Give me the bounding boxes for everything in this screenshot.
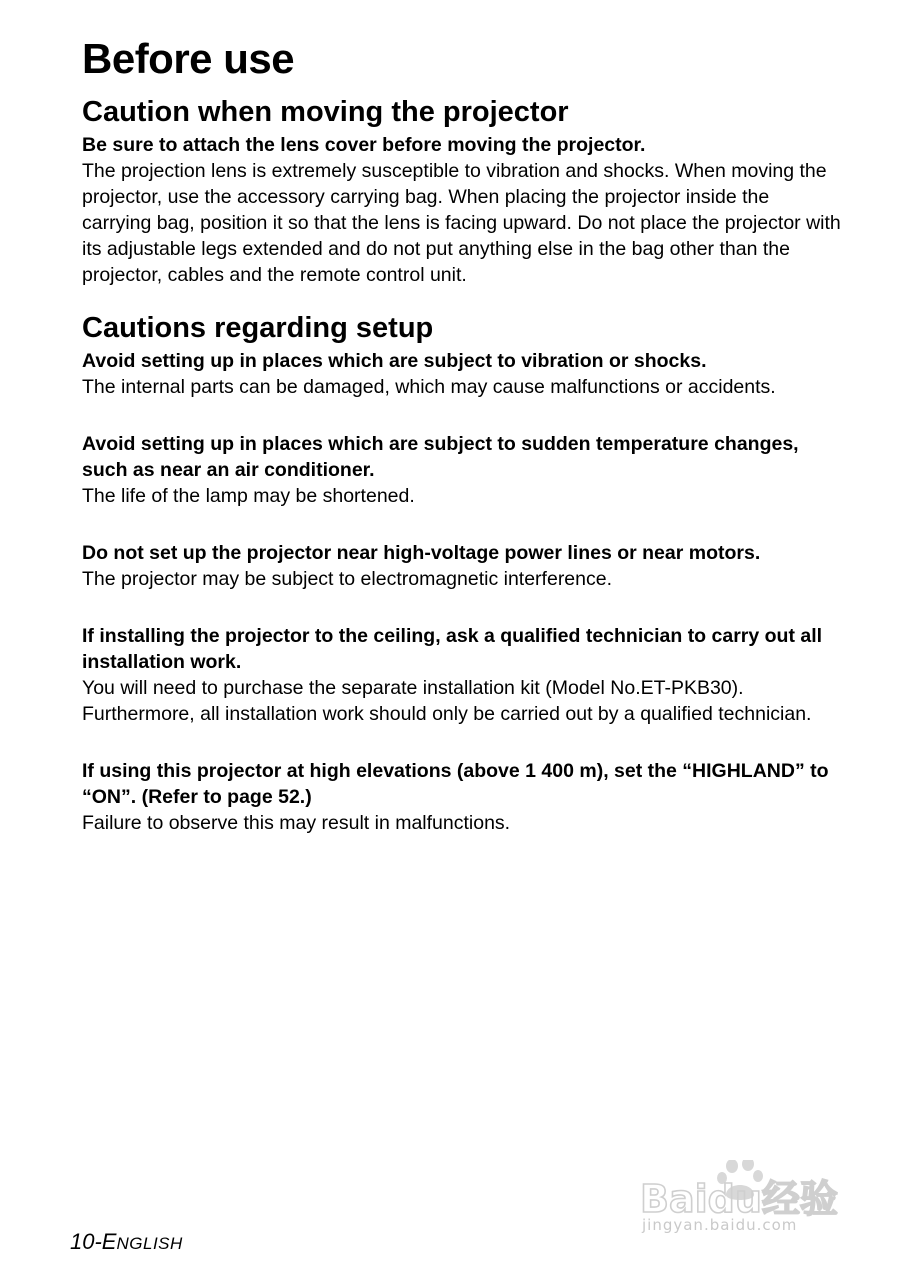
- baidu-logo-text: Baidu经验: [640, 1177, 838, 1220]
- caution-lead: Be sure to attach the lens cover before moving the projector.: [82, 134, 646, 156]
- section-heading-moving: Caution when moving the projector: [82, 96, 569, 128]
- caution-body: The projector may be subject to electromagnetic interference.: [82, 568, 613, 590]
- caution-block: [82, 623, 842, 727]
- caution-body: You will need to purchase the separate installation kit (Model No.ET-PKB30). Furthermore, all installation work should only be carried out by a qualified technician.: [82, 677, 812, 725]
- page-number: 10-: [70, 1229, 102, 1254]
- caution-body: The internal parts can be damaged, which may cause malfunctions or accidents.: [82, 376, 776, 398]
- caution-lead: Do not set up the projector near high-voltage power lines or near motors.: [82, 542, 761, 564]
- caution-lead: Avoid setting up in places which are subject to sudden temperature changes, such as near an air conditioner.: [82, 433, 799, 481]
- caution-body: Failure to observe this may result in malfunctions.: [82, 812, 511, 834]
- manual-page: [82, 30, 842, 836]
- caution-block: [82, 540, 842, 592]
- caution-block: [82, 348, 842, 400]
- caution-block: [82, 132, 842, 288]
- caution-lead: Avoid setting up in places which are subject to vibration or shocks.: [82, 350, 707, 372]
- footer-language-initial: E: [101, 1229, 117, 1254]
- caution-block: [82, 431, 842, 509]
- page-footer: [70, 1228, 183, 1258]
- caution-body: The projection lens is extremely susceptible to vibration and shocks. When moving the projector, use the accessory carrying bag. When placing the projector inside the carrying bag, position it so that the lens is facing upward. Do not place the projector with its adjustable legs extended and do not put anything else in the bag other than the projector, cables and the remote control unit.: [82, 160, 841, 286]
- caution-lead: If installing the projector to the ceiling, ask a qualified technician to carry out all installation work.: [82, 625, 823, 673]
- footer-language-rest: NGLISH: [116, 1234, 183, 1253]
- section-heading-setup: Cautions regarding setup: [82, 312, 434, 344]
- caution-lead: If using this projector at high elevations (above 1 400 m), set the “HIGHLAND” to “ON”. (Refer to page 52.): [82, 760, 829, 808]
- baidu-paw-logo-icon: [640, 1160, 850, 1220]
- caution-body: The life of the lamp may be shortened.: [82, 485, 415, 507]
- baidu-watermark: [640, 1140, 850, 1250]
- watermark-url: jingyan.baidu.com: [642, 1216, 798, 1234]
- caution-block: [82, 758, 842, 836]
- page-title: Before use: [82, 35, 295, 82]
